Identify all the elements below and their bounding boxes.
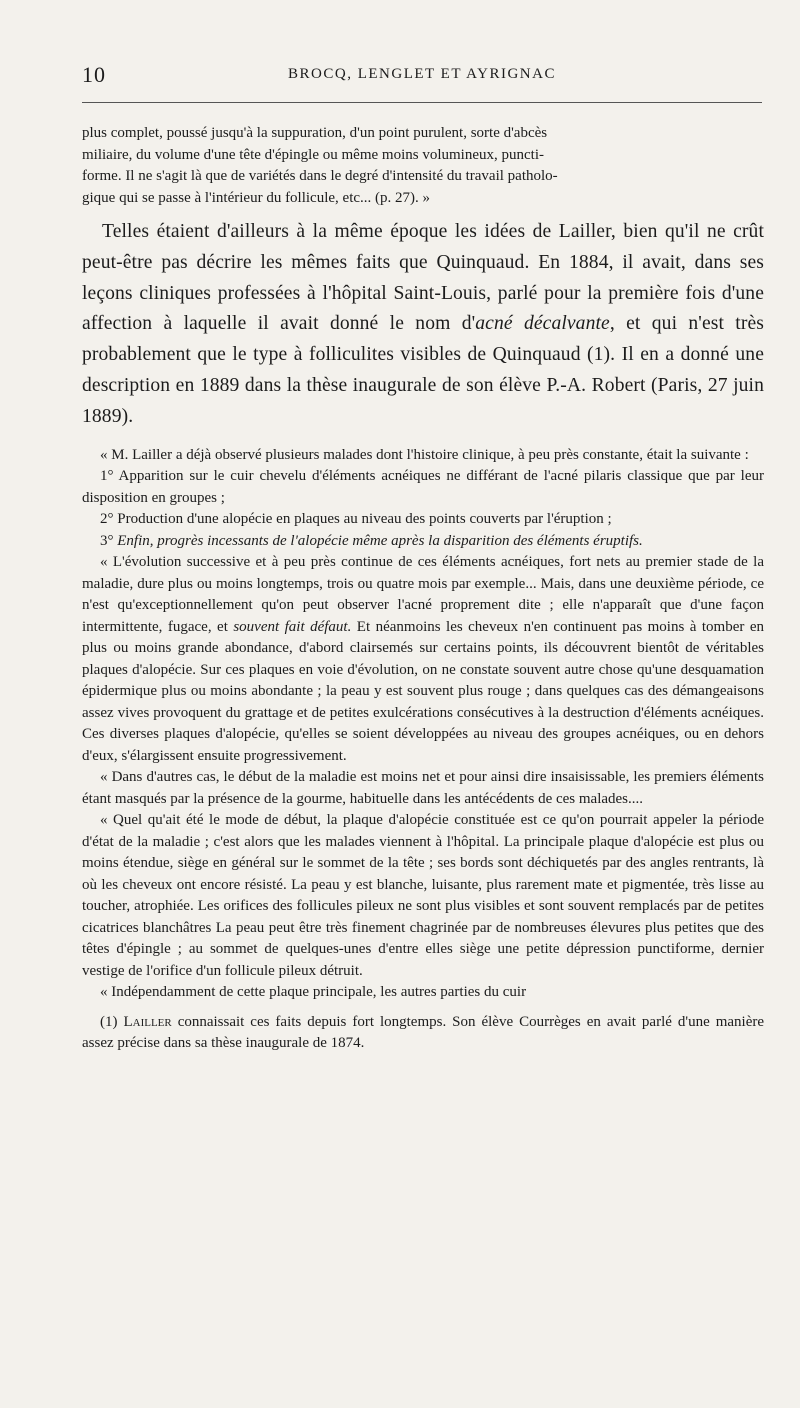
quote-paragraph-3: 2° Production d'une alopécie en plaques au niveau des points couverts par l'éruption ; [100, 511, 612, 528]
quote-paragraph-1: « M. Lailler a déjà observé plusieurs malades dont l'histoire clinique, à peu près constante, était la suivante : [100, 446, 749, 463]
list-marker: 3° [100, 532, 114, 549]
quote-line: gique qui se passe à l'intérieur du follicule, etc... (p. 27). » [82, 189, 431, 206]
quote-paragraph-5 [82, 552, 764, 767]
quote-line: plus complet, poussé jusqu'à la suppuration, d'un point purulent, sorte d'abcès [82, 125, 548, 141]
quote-line: forme. Il ne s'agit là que de variétés dans le degré d'intensité du travail patholo- [82, 168, 558, 184]
p5-text-part2: Et néanmoins les cheveux n'en continuent pas moins à tomber en plus ou moins grande abondance, d'abord clairsemés sur certains points, ils découvrent bientôt de véritables plaques d'alopécie. Sur ces plaques en voie d'évolution, on ne constate souvent autre chose qu'une desquamation épidermique plus ou moins abondante ; la peau y est souvent plus rouge ; dans quelques cas des démangeaisons assez vives provoquent du grattage et de petites exulcérations consécutives à la destruction d'éléments acnéiques. Ces diverses plaques d'alopécie, qu'elles se soient développées au niveau des groupes acnéiques, ou en dehors d'eux, s'élargissent ensuite progressivement. [82, 618, 765, 764]
italic-term: acné décalvante [475, 313, 610, 335]
footnote [82, 1012, 764, 1054]
quote-continuation [82, 123, 764, 209]
page-body [82, 123, 764, 1054]
running-head: BROCQ, LENGLET ET AYRIGNAC [288, 66, 556, 82]
footnote-name: Lailler [123, 1013, 172, 1030]
page-number: 10 [82, 62, 106, 87]
quote-paragraph-2: 1° Apparition sur le cuir chevelu d'éléments acnéiques ne différant de l'acné pilaris classique que par leur disposition en groupes ; [82, 468, 764, 506]
main-text-part2: , et qui n'est très probablement que le type à folliculites visibles de Quinquaud (1). Il en a donné une description en 1889 dans la thèse inaugurale de son élève P.-A. Robert (Paris, 27 juin 1889). [82, 313, 765, 427]
page-header [82, 62, 762, 92]
quote-line: miliaire, du volume d'une tête d'épingle ou même moins volumineux, puncti- [82, 146, 544, 163]
footnote-marker: (1) [100, 1013, 118, 1030]
header-rule [82, 102, 762, 103]
quote-paragraph-8: « Indépendamment de cette plaque principale, les autres parties du cuir [100, 984, 527, 1001]
p5-text-part1: « L'évolution successive et à peu près continue de ces éléments acnéiques, fort nets au premier stade de la maladie, dure plus ou moins longtemps, trois ou quatre mois par exemple... Mais, dans une deuxième période, ce n'est qu'exceptionnellement qu'on peut observer l'acné proprement dite ; elle n'apparaît que d'une façon intermittente, fugace, et [82, 554, 764, 635]
main-text-part1: Telles étaient d'ailleurs à la même époque les idées de Lailler, bien qu'il ne crût peut-être pas décrire les mêmes faits que Quinquaud. En 1884, il avait, dans ses leçons cliniques professées à l'hôpital Saint-Louis, parlé pour la première fois d'une affection à laquelle il avait donné le nom d' [82, 221, 764, 335]
quote-paragraph-6: « Dans d'autres cas, le début de la maladie est moins net et pour ainsi dire insaisissable, les premiers éléments étant masqués par la présence de la gourme, habituelle dans les antécédents de ces malades.... [82, 769, 764, 807]
italic-statement: Enfin, progrès incessants de l'alopécie même après la disparition des éléments éruptifs. [117, 532, 643, 549]
quote-paragraph-7: « Quel qu'ait été le mode de début, la plaque d'alopécie constituée est ce qu'on pourrait appeler la période d'état de la maladie ; c'est alors que les malades viennent à l'hôpital. La principale plaque d'alopécie est plus ou moins étendue, siège en général sur le sommet de la tête ; ses bords sont déchiquetés par des angles rentrants, là où les cheveux ont encore résisté. La peau y est blanche, luisante, plus rarement mate et pigmentée, très lisse au toucher, atrophiée. Les orifices des follicules pileux ne sont plus visibles et sont souvent remplacés par de petites cicatrices blanchâtres La peau peut être très finement chagrinée par de nombreuses élevures plus petites que des têtes d'épingle ; au sommet de quelques-unes d'entre elles siège une petite dépression punctiforme, dernier vestige de l'orifice d'un follicule pileux détruit. [82, 812, 764, 979]
main-paragraph [82, 217, 764, 433]
p5-italic: souvent fait défaut. [233, 618, 352, 635]
footnote-text: connaissait ces faits depuis fort longtemps. Son élève Courrèges en avait parlé d'une manière assez précise dans sa thèse inaugurale de 1874. [82, 1013, 765, 1051]
quote-paragraph-4 [82, 531, 764, 553]
